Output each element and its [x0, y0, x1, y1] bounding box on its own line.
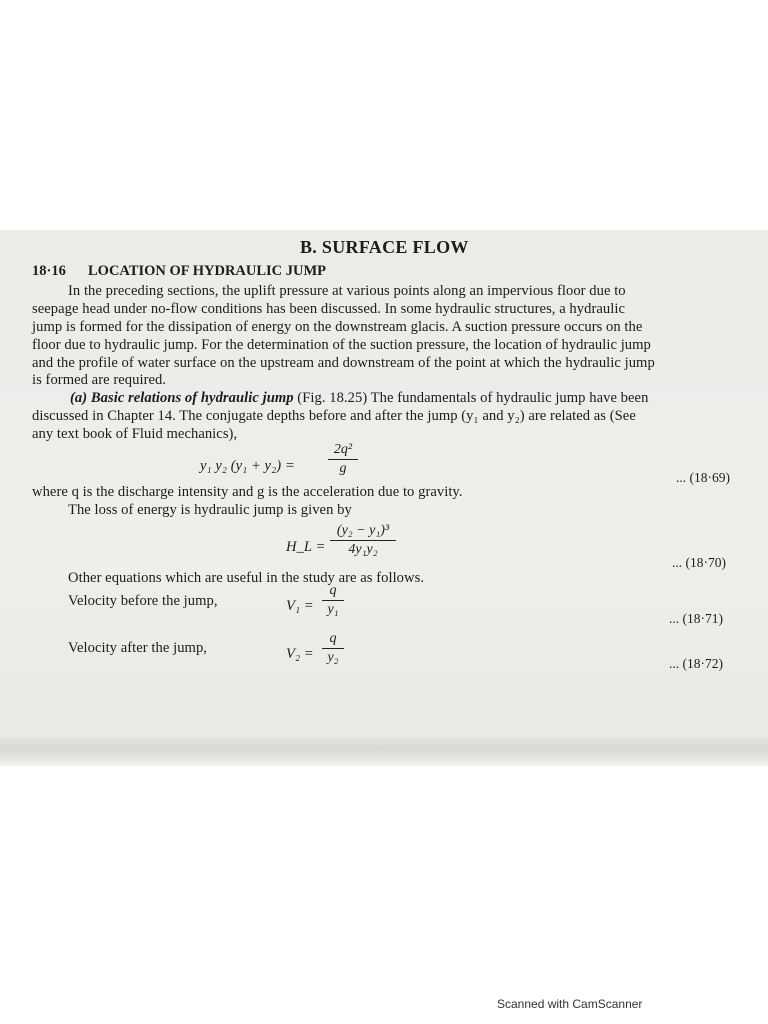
eq71-denominator: y₁: [327, 602, 339, 617]
eq70-number: ... (18·70): [672, 555, 726, 570]
eq69-fraction: [328, 442, 358, 477]
eq70-fraction: [330, 523, 396, 558]
eq72-denominator: y₂: [327, 650, 339, 665]
eq69-denominator: g: [339, 461, 347, 476]
eq71-number: ... (18·71): [669, 611, 723, 626]
eq72-label: Velocity after the jump,: [68, 640, 207, 656]
scanned-page: [0, 230, 768, 765]
eq72-fraction: [322, 631, 344, 666]
eq69-numerator: 2q²: [333, 442, 353, 457]
where-line: where q is the discharge intensity and g is the acceleration due to gravity.: [32, 484, 463, 500]
section-number: 18·16: [32, 263, 66, 279]
eq72-number: ... (18·72): [669, 656, 723, 671]
para2-line-3: any text book of Fluid mechanics),: [32, 426, 238, 442]
para1-line-2: seepage head under no-flow conditions has been discussed. In some hydraulic structures, a hydraulic: [32, 301, 625, 317]
eq72-numerator: q: [329, 631, 337, 646]
page-edge-shadow: [0, 738, 768, 766]
section-heading: B. SURFACE FLOW: [300, 237, 469, 257]
other-equations-line: Other equations which are useful in the study are as follows.: [68, 570, 425, 586]
para2-label: (a) Basic relations of hydraulic jump: [70, 390, 294, 406]
para1-line-4: floor due to hydraulic jump. For the determination of the suction pressure, the location of hydraulic jump: [32, 337, 651, 353]
para2-line-2: discussed in Chapter 14. The conjugate depths before and after the jump (y₁ and y₂) are related as (See: [32, 408, 636, 424]
para2-line-1: [70, 390, 648, 407]
para1-line-3: jump is formed for the dissipation of energy on the downstream glacis. A suction pressure occurs on the: [32, 319, 643, 335]
eq71-label: Velocity before the jump,: [68, 593, 218, 609]
energy-loss-line: The loss of energy is hydraulic jump is given by: [68, 502, 352, 518]
eq70-lhs: H_L =: [286, 539, 326, 555]
eq72-lhs: V₂ =: [286, 646, 314, 662]
para1-line-1: In the preceding sections, the uplift pressure at various points along an impervious floor due to: [68, 283, 626, 299]
eq69-number: ... (18·69): [676, 470, 730, 485]
eq70-denominator: 4y₁y₂: [348, 542, 378, 557]
eq70-numerator: (y₂ − y₁)³: [336, 523, 390, 538]
para1-line-6: is formed are required.: [32, 372, 167, 388]
eq71-fraction: [322, 583, 344, 618]
para2-line1-rest: (Fig. 18.25) The fundamentals of hydraulic jump have been: [293, 390, 649, 406]
para1-line-5: and the profile of water surface on the upstream and downstream of the point at which the hydraulic jump: [32, 355, 655, 371]
eq71-numerator: q: [329, 583, 337, 598]
section-title: LOCATION OF HYDRAULIC JUMP: [88, 263, 327, 279]
scanner-watermark: Scanned with CamScanner: [497, 997, 643, 1011]
eq69-lhs: y₁ y₂ (y₁ + y₂) =: [200, 458, 295, 474]
eq71-lhs: V₁ =: [286, 598, 314, 614]
